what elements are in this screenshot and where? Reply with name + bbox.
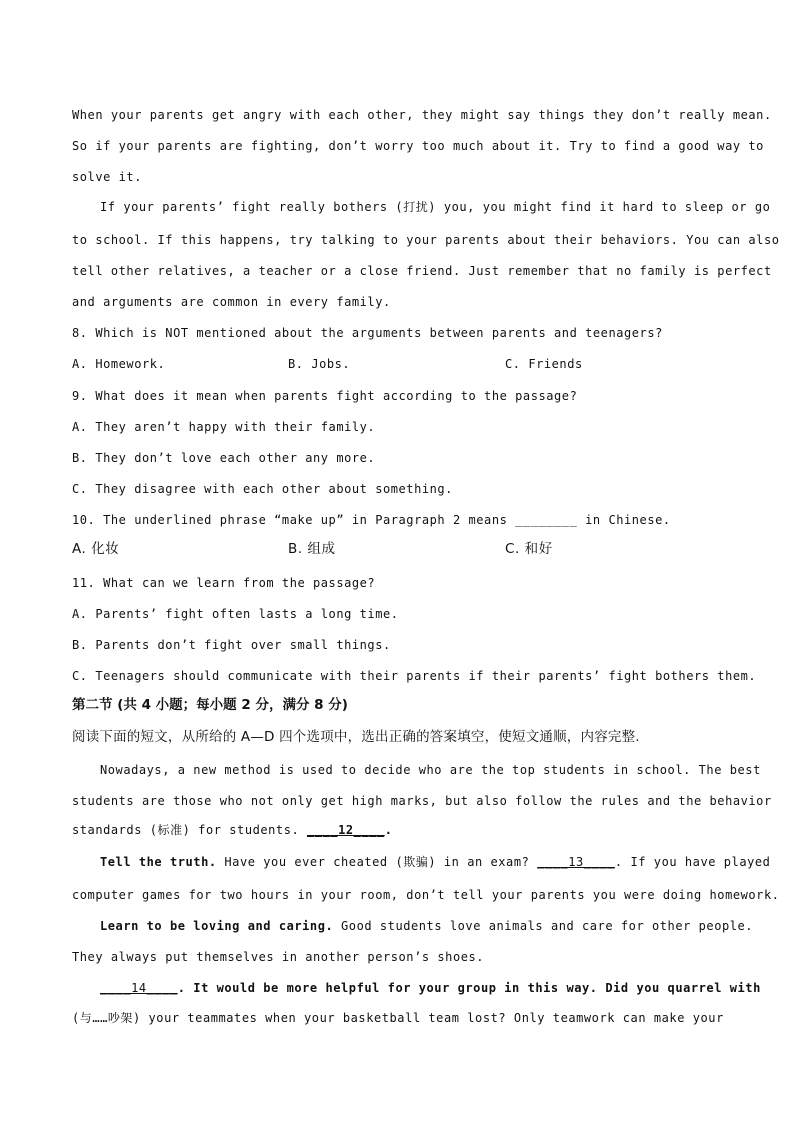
- passage2-p1-line3-end: .: [384, 823, 393, 837]
- blank-14[interactable]: ____14____: [100, 981, 178, 995]
- passage2-p3-line2: They always put themselves in another person’s shoes.: [72, 950, 485, 964]
- question-11-option-b: B. Parents don’t fight over small things.: [72, 638, 391, 652]
- question-8-option-a: A. Homework.: [72, 357, 166, 371]
- question-9-option-b: B. They don’t love each other any more.: [72, 451, 376, 465]
- passage2-p2-line2: computer games for two hours in your room, don’t tell your parents you were doing homework.: [72, 888, 780, 902]
- question-11-stem: 11. What can we learn from the passage?: [72, 576, 376, 590]
- passage1-p1-line3: solve it.: [72, 170, 142, 184]
- passage2-p4-line1: [100, 980, 761, 996]
- tip-tell-truth: Tell the truth.: [100, 855, 217, 869]
- passage2-p2-line1-end: . If you have played: [614, 855, 771, 869]
- question-9-option-a: A. They aren’t happy with their family.: [72, 420, 376, 434]
- passage1-p1-line2: So if your parents are fighting, don’t worry too much about it. Try to find a good way to: [72, 139, 764, 153]
- blank-12[interactable]: ____12____: [307, 823, 385, 837]
- question-9-option-c: C. They disagree with each other about something.: [72, 482, 453, 496]
- section2-heading: 第二节 (共 4 小题；每小题 2 分，满分 8 分): [72, 697, 348, 713]
- passage2-p1-line3: [72, 822, 724, 838]
- passage1-p2-line1: If your parents’ fight really bothers (打扰) you, you might find it hard to sleep or go: [100, 200, 771, 214]
- passage2-p4-line2: (与……吵架) your teammates when your basketball team lost? Only teamwork can make your: [72, 1011, 724, 1025]
- passage2-p2-line1: [100, 854, 771, 870]
- passage2-p3-line1: [100, 918, 754, 934]
- passage1-p2-line4: and arguments are common in every family.: [72, 295, 391, 309]
- question-10-stem: 10. The underlined phrase “make up” in Paragraph 2 means ________ in Chinese.: [72, 513, 671, 527]
- passage2-p3-line1-text: Good students love animals and care for other people.: [333, 919, 754, 933]
- passage2-p4-line1-text: . It would be more helpful for your group in this way. Did you quarrel with: [177, 981, 761, 995]
- passage2-p1-line3-text: standards (标准) for students.: [72, 823, 308, 837]
- blank-13[interactable]: ____13____: [537, 855, 615, 869]
- question-11-option-a: A. Parents’ fight often lasts a long time.: [72, 607, 399, 621]
- passage2-p2-line1-text: Have you ever cheated (欺骗) in an exam?: [216, 855, 538, 869]
- tip-loving-caring: Learn to be loving and caring.: [100, 919, 334, 933]
- passage1-p1-line1: When your parents get angry with each other, they might say things they don’t really mean.: [72, 108, 772, 122]
- question-9-stem: 9. What does it mean when parents fight according to the passage?: [72, 389, 578, 403]
- question-8-option-b: B. Jobs.: [288, 357, 351, 371]
- passage1-p2-line3: tell other relatives, a teacher or a close friend. Just remember that no family is perfect: [72, 264, 772, 278]
- question-10-option-c: C. 和好: [505, 541, 553, 557]
- question-8-stem: 8. Which is NOT mentioned about the arguments between parents and teenagers?: [72, 326, 663, 340]
- passage1-p2-line2: to school. If this happens, try talking to your parents about their behaviors. You can also: [72, 233, 780, 247]
- question-8-option-c: C. Friends: [505, 357, 583, 371]
- question-11-option-c: C. Teenagers should communicate with their parents if their parents’ fight bothers them.: [72, 669, 757, 683]
- question-10-option-a: A. 化妆: [72, 541, 120, 557]
- passage2-p1-line2: students are those who not only get high marks, but also follow the rules and the behavior: [72, 794, 772, 808]
- passage2-p1-line1: Nowadays, a new method is used to decide who are the top students in school. The best: [100, 763, 761, 777]
- question-10-option-b: B. 组成: [288, 541, 336, 557]
- section2-instruction: 阅读下面的短文，从所给的 A—D 四个选项中，选出正确的答案填空，使短文通顺，内容完整.: [72, 729, 640, 745]
